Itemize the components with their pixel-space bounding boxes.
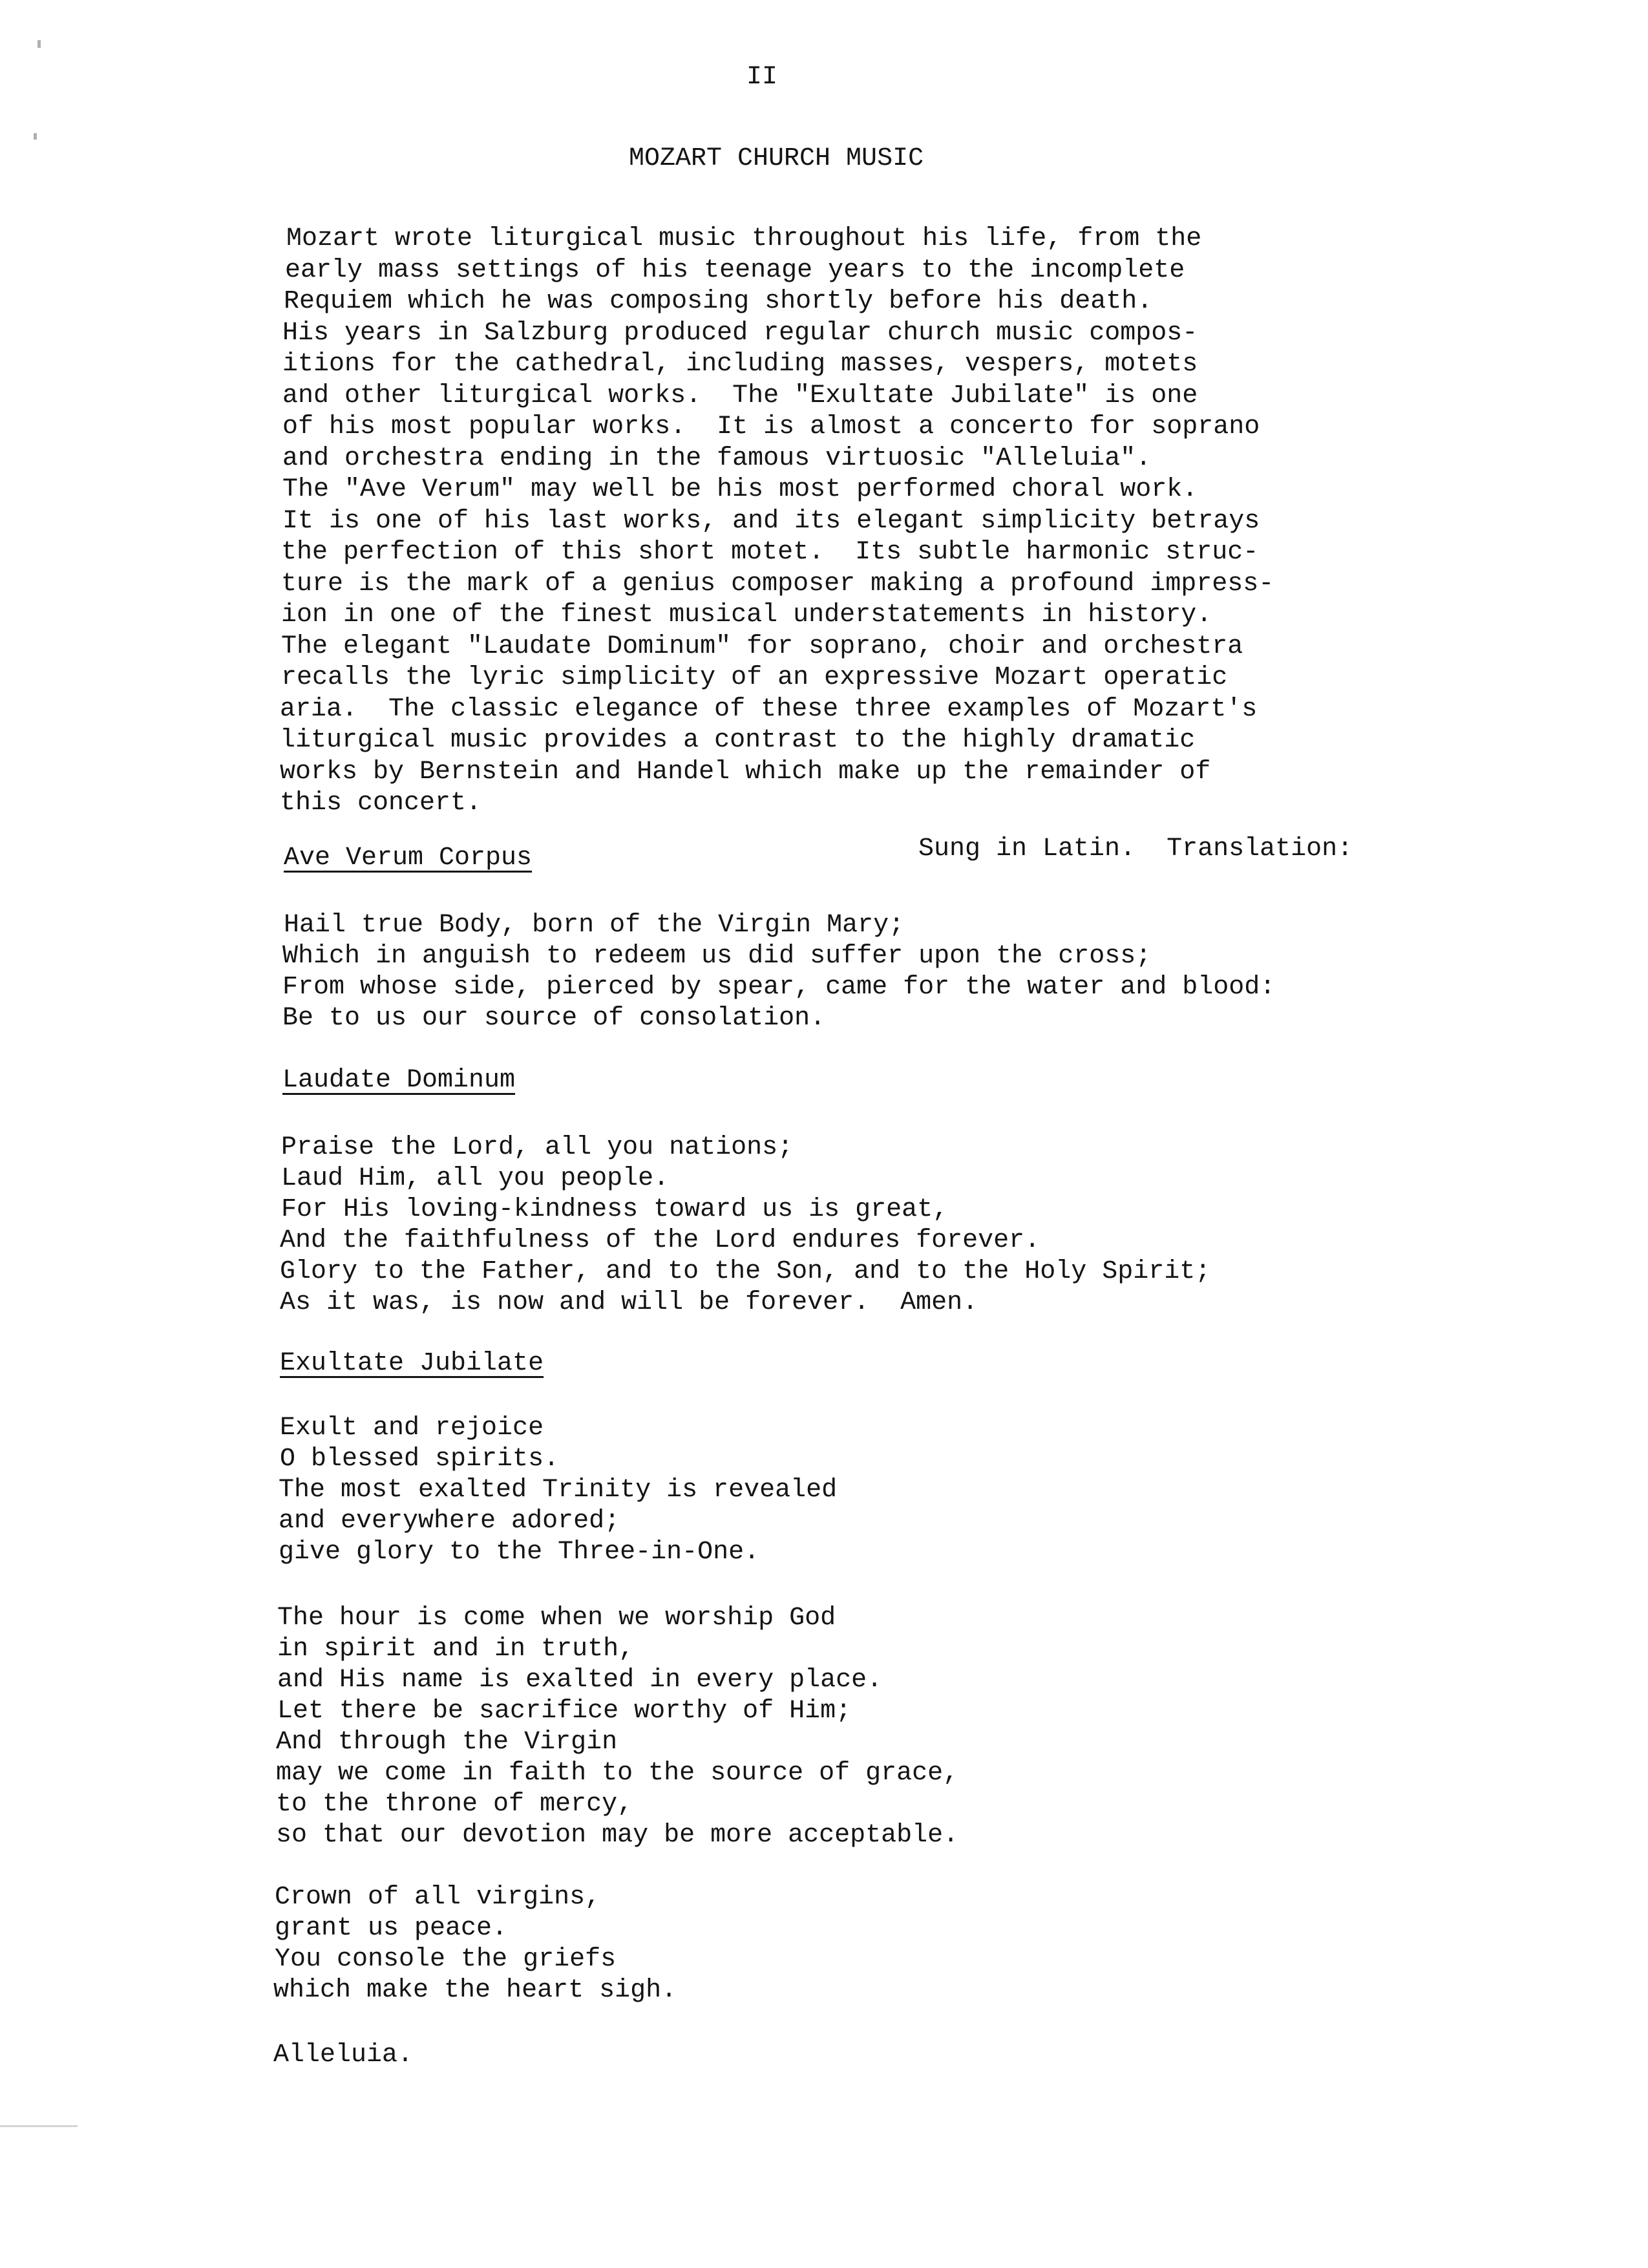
section-heading: Exultate Jubilate xyxy=(280,1349,544,1378)
intro-line: and orchestra ending in the famous virtuosic "Alleluia". xyxy=(282,444,1152,473)
lyric-line: Let there be sacrifice worthy of Him; xyxy=(277,1697,852,1726)
lyric-line: Be to us our source of consolation. xyxy=(282,1004,826,1033)
closing-alleluia: Alleluia. xyxy=(273,2040,414,2070)
lyric-line: Crown of all virgins, xyxy=(275,1883,601,1912)
lyric-line: Exult and rejoice xyxy=(280,1414,544,1443)
intro-line: recalls the lyric simplicity of an expressive Mozart operatic xyxy=(281,663,1228,692)
intro-line: His years in Salzburg produced regular church music compos- xyxy=(282,319,1198,348)
intro-line: itions for the cathedral, including masses, vespers, motets xyxy=(282,350,1198,379)
translation-note: Sung in Latin. Translation: xyxy=(918,834,1353,864)
page-title: MOZART CHURCH MUSIC xyxy=(629,144,924,173)
scan-mark xyxy=(37,40,41,48)
lyric-line: which make the heart sigh. xyxy=(273,1976,677,2005)
lyric-line: The hour is come when we worship God xyxy=(277,1604,836,1633)
intro-line: It is one of his last works, and its elegant simplicity betrays xyxy=(282,507,1260,536)
lyric-line: Praise the Lord, all you nations; xyxy=(281,1133,794,1162)
lyric-line: You console the griefs xyxy=(275,1945,617,1974)
scan-mark xyxy=(0,2125,78,2127)
intro-line: The elegant "Laudate Dominum" for soprano, choir and orchestra xyxy=(281,632,1243,661)
lyric-line: Which in anguish to redeem us did suffer upon the cross; xyxy=(282,942,1152,971)
intro-line: Mozart wrote liturgical music throughout his life, from the xyxy=(286,224,1202,253)
section-heading: Laudate Dominum xyxy=(282,1066,516,1095)
intro-line: aria. The classic elegance of these three examples of Mozart's xyxy=(280,695,1258,724)
lyric-line: Laud Him, all you people. xyxy=(281,1164,670,1193)
section-heading: Ave Verum Corpus xyxy=(284,843,533,873)
lyric-line: The most exalted Trinity is revealed xyxy=(279,1476,838,1505)
intro-line: The "Ave Verum" may well be his most performed choral work. xyxy=(282,475,1198,504)
intro-line: ture is the mark of a genius composer making a profound impress- xyxy=(281,569,1274,599)
intro-line: this concert. xyxy=(280,789,482,818)
lyric-line: in spirit and in truth, xyxy=(277,1635,635,1664)
lyric-line: As it was, is now and will be forever. Amen. xyxy=(280,1288,978,1317)
lyric-line: O blessed spirits. xyxy=(280,1445,560,1474)
lyric-line: and His name is exalted in every place. xyxy=(277,1666,883,1695)
lyric-line: And through the Virgin xyxy=(276,1728,618,1757)
lyric-line: From whose side, pierced by spear, came for the water and blood: xyxy=(282,973,1276,1002)
lyric-line: Hail true Body, born of the Virgin Mary; xyxy=(284,911,905,940)
intro-line: ion in one of the finest musical understatements in history. xyxy=(281,600,1212,630)
lyric-line: and everywhere adored; xyxy=(279,1507,620,1536)
page-number: II xyxy=(746,63,778,92)
intro-line: works by Bernstein and Handel which make up the remainder of xyxy=(280,758,1211,787)
intro-line: the perfection of this short motet. Its subtle harmonic struc- xyxy=(281,538,1259,567)
lyric-line: give glory to the Three-in-One. xyxy=(279,1538,760,1567)
intro-line: liturgical music provides a contrast to the highly dramatic xyxy=(280,726,1196,755)
lyric-line: Glory to the Father, and to the Son, and to the Holy Spirit; xyxy=(280,1257,1211,1286)
lyric-line: so that our devotion may be more acceptable. xyxy=(276,1821,959,1850)
intro-line: Requiem which he was composing shortly before his death. xyxy=(284,287,1153,316)
lyric-line: And the faithfulness of the Lord endures forever. xyxy=(280,1226,1041,1255)
intro-line: and other liturgical works. The "Exultate Jubilate" is one xyxy=(282,381,1198,410)
scan-mark xyxy=(34,133,37,140)
intro-line: early mass settings of his teenage years to the incomplete xyxy=(285,256,1185,285)
lyric-line: grant us peace. xyxy=(275,1914,508,1943)
lyric-line: may we come in faith to the source of grace, xyxy=(276,1759,959,1788)
lyric-line: For His loving-kindness toward us is great, xyxy=(281,1195,949,1224)
intro-line: of his most popular works. It is almost a concerto for soprano xyxy=(282,412,1260,441)
lyric-line: to the throne of mercy, xyxy=(276,1790,633,1819)
